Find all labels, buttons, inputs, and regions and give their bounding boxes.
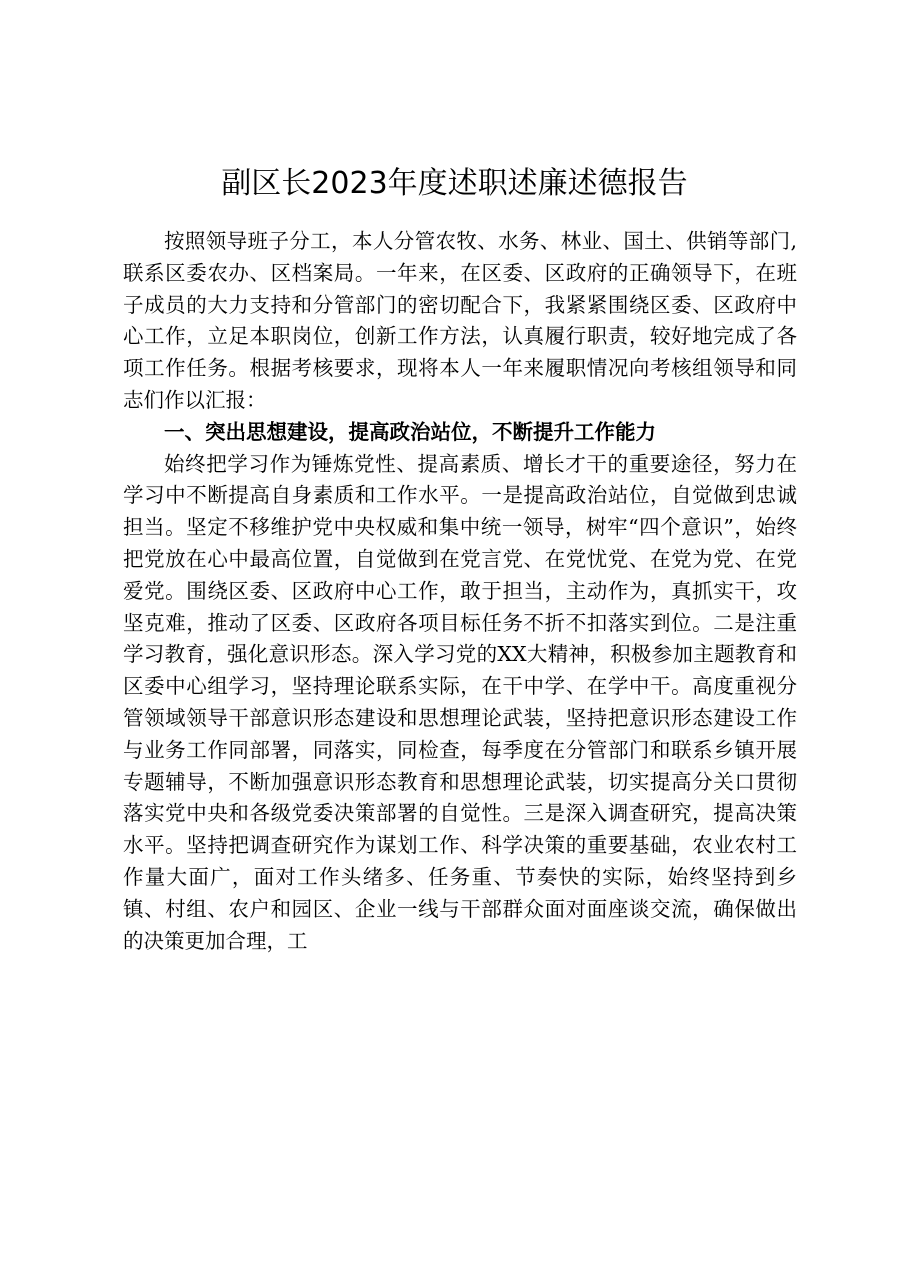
document-title: 副区长2023年度述职述廉述德报告 bbox=[221, 166, 688, 201]
intro-paragraph: 按照领导班子分工，本人分管农牧、水务、林业、国土、供销等部门,联系区委农办、区档案局。一年来，在区委、区政府的正确领导下，在班子成员的大力支持和分管部门的密切配合下，我紧紧围绕区委、区政府中心工作，立足本职岗位，创新工作方法，认真履行职责，较好地完成了各项工作任务。根据考核要求，现将本人一年来履职情况向考核组领导和同志们作以汇报： bbox=[123, 229, 797, 412]
section-1-paragraph: 始终把学习作为锤炼党性、提高素质、增长才干的重要途径，努力在学习中不断提高自身素质和工作水平。一是提高政治站位，自觉做到忠诚担当。坚定不移维护党中央权威和集中统一领导，树牢“四个意识”，始终把党放在心中最高位置，自觉做到在党言党、在党忧党、在党为党、在党爱党。围绕区委、区政府中心工作，敢于担当，主动作为，真抓实干，攻坚克难，推动了区委、区政府各项目标任务不折不扣落实到位。二是注重学习教育，强化意识形态。深入学习党的XX大精神，积极参加主题教育和区委中心组学习，坚持理论联系实际，在干中学、在学中干。高度重视分管领域领导干部意识形态建设和思想理论武装，坚持把意识形态建设工作与业务工作同部署，同落实，同检查，每季度在分管部门和联系乡镇开展专题辅导，不断加强意识形态教育和思想理论武装，切实提高分关口贯彻落实党中央和各级党委决策部署的自觉性。三是深入调查研究，提高决策水平。坚持把调查研究作为谋划工作、科学决策的重要基础，农业农村工作量大面广，面对工作头绪多、任务重、节奏快的实际，始终坚持到乡镇、村组、农户和园区、企业一线与干部群众面对面座谈交流，确保做出的决策更加合理，工 bbox=[123, 451, 797, 953]
document-body bbox=[123, 226, 797, 957]
section-1-heading: 一、突出思想建设，提高政治站位，不断提升工作能力 bbox=[164, 419, 656, 444]
